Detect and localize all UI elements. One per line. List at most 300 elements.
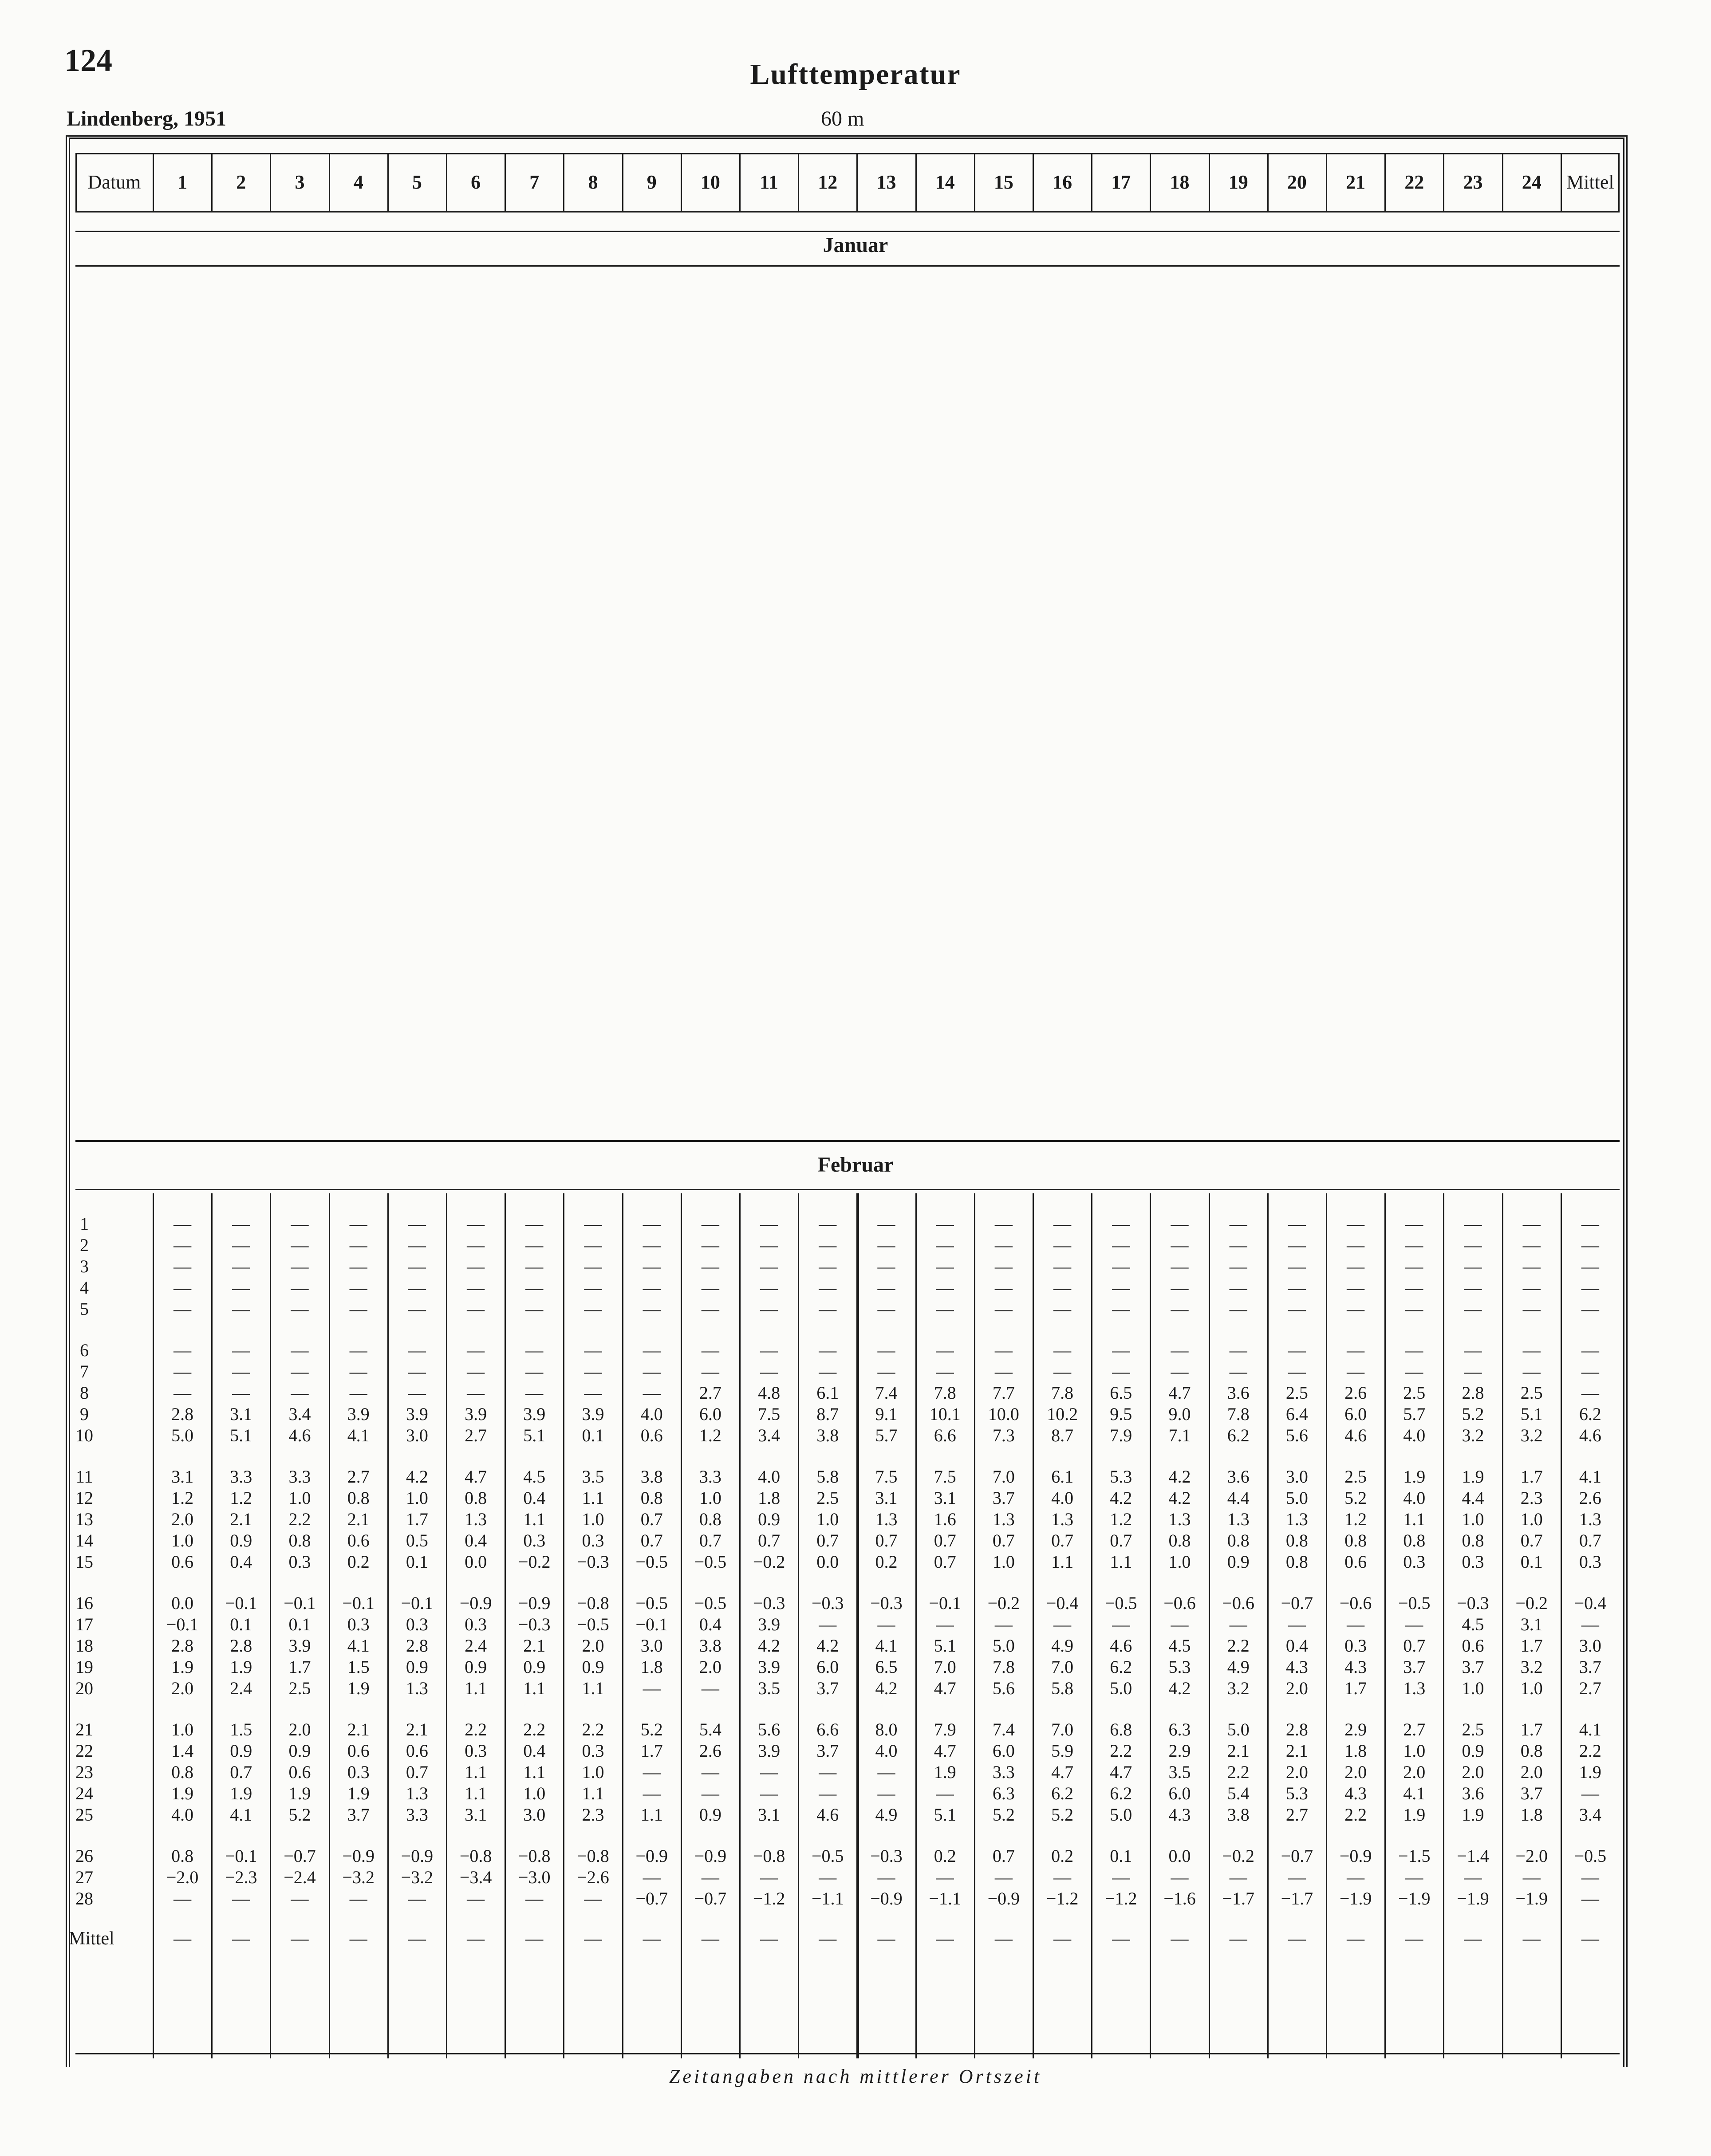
hour-value-cell: −0.2: [518, 1552, 551, 1572]
hour-value-cell: —: [936, 1278, 954, 1298]
hour-value-cell: −0.7: [1281, 1846, 1313, 1866]
hour-value-cell: —: [643, 1783, 661, 1803]
hour-value-cell: 0.7: [992, 1846, 1015, 1866]
hour-value-cell: —: [643, 1256, 661, 1276]
hour-value-cell: 3.6: [1227, 1467, 1250, 1487]
mean-row-cell: —: [819, 1928, 837, 1948]
hour-value-cell: —: [1053, 1340, 1072, 1360]
hour-value-cell: 1.0: [288, 1488, 311, 1508]
header-hour: 19: [1228, 171, 1248, 193]
hour-value-cell: 1.5: [347, 1657, 370, 1677]
hour-value-cell: —: [1053, 1867, 1072, 1887]
hour-value-cell: —: [232, 1214, 250, 1234]
hour-value-cell: —: [467, 1361, 485, 1381]
hour-value-cell: −0.6: [1163, 1593, 1196, 1613]
hour-value-cell: −2.3: [225, 1867, 257, 1887]
hour-value-cell: —: [701, 1762, 719, 1782]
header-bottom-line: [75, 211, 1620, 212]
hour-value-cell: 7.4: [992, 1719, 1015, 1739]
hour-value-cell: —: [1464, 1299, 1482, 1319]
hour-value-cell: —: [1522, 1214, 1541, 1234]
hour-value-cell: —: [173, 1361, 192, 1381]
hour-value-cell: 3.2: [1520, 1657, 1543, 1677]
hour-value-cell: 0.4: [523, 1741, 546, 1761]
hour-value-cell: —: [994, 1278, 1013, 1298]
mean-row-cell: —: [1522, 1928, 1541, 1948]
hour-value-cell: 2.5: [816, 1488, 839, 1508]
day-label: 21: [75, 1719, 93, 1739]
hour-value-cell: 1.1: [1051, 1552, 1074, 1572]
hour-value-cell: 4.1: [347, 1636, 370, 1656]
hour-value-cell: 1.9: [171, 1657, 194, 1677]
hour-value-cell: 9.0: [1168, 1404, 1191, 1424]
hour-value-cell: 2.2: [523, 1719, 546, 1739]
hour-value-cell: —: [936, 1340, 954, 1360]
hour-value-cell: 1.9: [347, 1678, 370, 1698]
hour-value-cell: 3.9: [758, 1657, 781, 1677]
hour-value-cell: 2.8: [171, 1404, 194, 1424]
hour-value-cell: 3.0: [1285, 1467, 1308, 1487]
hour-value-cell: 4.7: [1110, 1762, 1132, 1782]
mean-row-cell: —: [994, 1928, 1013, 1948]
februar-title: Februar: [817, 1153, 894, 1176]
hour-value-cell: −0.1: [225, 1846, 257, 1866]
hour-value-cell: −0.9: [518, 1593, 551, 1613]
hour-value-cell: 1.1: [582, 1783, 604, 1803]
hour-value-cell: 3.3: [406, 1805, 428, 1825]
hour-value-cell: −0.5: [694, 1593, 727, 1613]
hour-value-cell: —: [877, 1299, 895, 1319]
hour-value-cell: 5.0: [1285, 1488, 1308, 1508]
hour-value-cell: —: [584, 1361, 602, 1381]
daily-mean-cell: 3.0: [1579, 1636, 1601, 1656]
hour-value-cell: 4.1: [230, 1805, 252, 1825]
hour-value-cell: −1.2: [753, 1888, 785, 1908]
hour-value-cell: —: [1405, 1214, 1423, 1234]
hour-value-cell: 1.1: [523, 1509, 546, 1529]
hour-value-cell: 2.8: [1462, 1383, 1484, 1403]
hour-value-cell: —: [584, 1340, 602, 1360]
hour-value-cell: —: [1288, 1361, 1306, 1381]
hour-value-cell: —: [1229, 1235, 1247, 1255]
header-hour: 18: [1170, 171, 1190, 193]
hour-value-cell: −0.9: [459, 1593, 492, 1613]
hour-value-cell: −0.2: [753, 1552, 785, 1572]
hour-value-cell: 1.0: [1462, 1509, 1484, 1529]
hour-value-cell: —: [1405, 1299, 1423, 1319]
day-label: 2: [80, 1235, 89, 1255]
hour-value-cell: −0.5: [635, 1552, 668, 1572]
hour-value-cell: —: [467, 1340, 485, 1360]
hour-value-cell: 0.8: [1285, 1552, 1308, 1572]
hour-value-cell: 2.2: [1227, 1636, 1250, 1656]
hour-value-cell: —: [584, 1383, 602, 1403]
hour-value-cell: —: [349, 1214, 367, 1234]
hour-value-cell: −0.8: [459, 1846, 492, 1866]
hour-value-cell: —: [701, 1361, 719, 1381]
hour-value-cell: 2.2: [288, 1509, 311, 1529]
hour-value-cell: 1.0: [699, 1488, 721, 1508]
day-label: 27: [75, 1867, 93, 1887]
mean-row-cell: —: [291, 1928, 309, 1948]
hour-value-cell: —: [349, 1888, 367, 1908]
hour-value-cell: —: [1464, 1278, 1482, 1298]
februar-title-rule-bottom: [75, 1189, 1620, 1190]
hour-value-cell: −0.3: [753, 1593, 785, 1613]
day-label: 17: [75, 1614, 93, 1634]
hour-value-cell: −0.7: [694, 1888, 727, 1908]
day-label: 5: [80, 1299, 89, 1319]
hour-value-cell: —: [994, 1614, 1013, 1634]
hour-value-cell: 0.1: [1110, 1846, 1132, 1866]
hour-value-cell: —: [877, 1214, 895, 1234]
daily-mean-cell: —: [1581, 1256, 1599, 1276]
hour-value-cell: —: [1347, 1361, 1365, 1381]
hour-value-cell: —: [819, 1340, 837, 1360]
hour-value-cell: 0.0: [465, 1552, 487, 1572]
hour-value-cell: —: [701, 1783, 719, 1803]
hour-value-cell: 2.0: [699, 1657, 721, 1677]
mean-row-cell: —: [1053, 1928, 1072, 1948]
hour-value-cell: −0.1: [284, 1593, 316, 1613]
hour-value-cell: 1.0: [816, 1509, 839, 1529]
hour-value-cell: −0.7: [1281, 1593, 1313, 1613]
hour-value-cell: —: [173, 1256, 192, 1276]
hour-value-cell: 2.1: [347, 1509, 370, 1529]
hour-value-cell: —: [467, 1235, 485, 1255]
hour-value-cell: —: [701, 1867, 719, 1887]
mean-row-cell: —: [408, 1928, 426, 1948]
hour-value-cell: —: [994, 1299, 1013, 1319]
hour-value-cell: —: [291, 1383, 309, 1403]
hour-value-cell: −2.6: [577, 1867, 609, 1887]
hour-value-cell: 0.6: [288, 1762, 311, 1782]
hour-value-cell: 0.9: [1227, 1552, 1250, 1572]
hour-value-cell: —: [1229, 1214, 1247, 1234]
hour-value-cell: 0.8: [1344, 1530, 1367, 1550]
hour-value-cell: 3.6: [1462, 1783, 1484, 1803]
hour-value-cell: −0.1: [401, 1593, 434, 1613]
hour-value-cell: 7.0: [1051, 1657, 1074, 1677]
hour-value-cell: 0.4: [230, 1552, 252, 1572]
hour-value-cell: 4.1: [875, 1636, 898, 1656]
hour-value-cell: 3.0: [523, 1805, 546, 1825]
hour-value-cell: 0.7: [758, 1530, 781, 1550]
hour-value-cell: 0.3: [347, 1614, 370, 1634]
hour-value-cell: 6.6: [816, 1719, 839, 1739]
hour-value-cell: 1.1: [465, 1762, 487, 1782]
hour-value-cell: 2.0: [1285, 1762, 1308, 1782]
mean-row-cell: —: [643, 1928, 661, 1948]
hour-value-cell: 1.0: [582, 1509, 604, 1529]
hour-value-cell: —: [1405, 1614, 1423, 1634]
table-bottom-rule: [75, 2053, 1620, 2054]
hour-value-cell: −0.1: [225, 1593, 257, 1613]
hour-value-cell: —: [819, 1235, 837, 1255]
hour-value-cell: 0.7: [934, 1552, 956, 1572]
daily-mean-cell: —: [1581, 1214, 1599, 1234]
hour-value-cell: 4.3: [1168, 1805, 1191, 1825]
hour-value-cell: 2.4: [465, 1636, 487, 1656]
hour-value-cell: 1.0: [523, 1783, 546, 1803]
daily-mean-cell: —: [1581, 1299, 1599, 1319]
hour-value-cell: 6.6: [934, 1425, 956, 1445]
hour-value-cell: 6.0: [816, 1657, 839, 1677]
hour-value-cell: 5.6: [992, 1678, 1015, 1698]
hour-value-cell: 2.0: [1403, 1762, 1426, 1782]
hour-value-cell: —: [760, 1299, 778, 1319]
hour-value-cell: 7.7: [992, 1383, 1015, 1403]
hour-value-cell: —: [877, 1867, 895, 1887]
hour-value-cell: 0.8: [1462, 1530, 1484, 1550]
hour-value-cell: 5.1: [1520, 1404, 1543, 1424]
hour-value-cell: 1.9: [934, 1762, 956, 1782]
hour-value-cell: 0.6: [1344, 1552, 1367, 1572]
hour-value-cell: 1.0: [171, 1530, 194, 1550]
hour-value-cell: 6.0: [992, 1741, 1015, 1761]
hour-value-cell: 5.0: [992, 1636, 1015, 1656]
hour-value-cell: —: [408, 1299, 426, 1319]
hour-value-cell: 1.9: [230, 1657, 252, 1677]
mean-row-cell: —: [936, 1928, 954, 1948]
hour-value-cell: 3.9: [758, 1741, 781, 1761]
hour-value-cell: —: [1464, 1361, 1482, 1381]
hour-value-cell: 8.0: [875, 1719, 898, 1739]
hour-value-cell: —: [1522, 1278, 1541, 1298]
hour-value-cell: —: [1053, 1361, 1072, 1381]
hour-value-cell: 3.0: [640, 1636, 663, 1656]
hour-value-cell: —: [936, 1299, 954, 1319]
hour-value-cell: 2.3: [1520, 1488, 1543, 1508]
hour-value-cell: −3.4: [459, 1867, 492, 1887]
hour-value-cell: 1.2: [230, 1488, 252, 1508]
hour-value-cell: —: [1347, 1214, 1365, 1234]
hour-value-cell: −0.4: [1046, 1593, 1079, 1613]
hour-value-cell: —: [525, 1235, 544, 1255]
header-hour: 10: [700, 171, 720, 193]
hour-value-cell: —: [525, 1278, 544, 1298]
hour-value-cell: 3.7: [1462, 1657, 1484, 1677]
daily-mean-cell: —: [1581, 1614, 1599, 1634]
hour-value-cell: 4.8: [758, 1383, 781, 1403]
hour-value-cell: —: [1171, 1235, 1189, 1255]
hour-value-cell: 4.5: [1462, 1614, 1484, 1634]
hour-value-cell: −0.3: [870, 1846, 903, 1866]
day-label: 12: [75, 1488, 93, 1508]
hour-value-cell: —: [1229, 1340, 1247, 1360]
hour-value-cell: −1.2: [1046, 1888, 1079, 1908]
hour-value-cell: —: [1464, 1256, 1482, 1276]
mean-row-cell: —: [1464, 1928, 1482, 1948]
hour-value-cell: —: [936, 1361, 954, 1381]
hour-value-cell: 0.3: [582, 1741, 604, 1761]
hour-value-cell: 0.9: [523, 1657, 546, 1677]
hour-value-cell: 2.0: [582, 1636, 604, 1656]
hour-value-cell: 0.8: [640, 1488, 663, 1508]
header-hour: 11: [760, 171, 778, 193]
hour-value-cell: —: [1171, 1867, 1189, 1887]
hour-value-cell: —: [1347, 1256, 1365, 1276]
page-title: Lufttemperatur: [750, 58, 961, 90]
hour-value-cell: −3.2: [401, 1867, 434, 1887]
hour-value-cell: —: [291, 1299, 309, 1319]
hour-value-cell: 7.0: [1051, 1719, 1074, 1739]
hour-value-cell: —: [760, 1762, 778, 1782]
hour-value-cell: 4.7: [465, 1467, 487, 1487]
hour-value-cell: —: [1522, 1235, 1541, 1255]
mean-row-cell: —: [1405, 1928, 1423, 1948]
hour-value-cell: —: [525, 1340, 544, 1360]
hour-value-cell: 5.2: [1051, 1805, 1074, 1825]
header-hour: 21: [1346, 171, 1366, 193]
mean-row-cell: —: [701, 1928, 719, 1948]
hour-value-cell: 4.2: [1168, 1678, 1191, 1698]
hour-value-cell: —: [1405, 1278, 1423, 1298]
hour-value-cell: —: [1229, 1614, 1247, 1634]
day-label: 9: [80, 1404, 89, 1424]
hour-value-cell: 2.5: [1285, 1383, 1308, 1403]
hour-value-cell: —: [994, 1340, 1013, 1360]
hour-value-cell: 4.7: [1168, 1383, 1191, 1403]
mean-row-cell: —: [584, 1928, 602, 1948]
hour-value-cell: 3.2: [1520, 1425, 1543, 1445]
hour-value-cell: 5.0: [171, 1425, 194, 1445]
hour-value-cell: 4.2: [1110, 1488, 1132, 1508]
hour-value-cell: 5.1: [230, 1425, 252, 1445]
hour-value-cell: 1.7: [1344, 1678, 1367, 1698]
hour-value-cell: —: [173, 1888, 192, 1908]
hour-value-cell: 5.1: [934, 1805, 956, 1825]
hour-value-cell: —: [584, 1256, 602, 1276]
hour-value-cell: —: [760, 1278, 778, 1298]
hour-value-cell: —: [819, 1762, 837, 1782]
hour-value-cell: 1.8: [1520, 1805, 1543, 1825]
hour-value-cell: 6.2: [1051, 1783, 1074, 1803]
hour-value-cell: 3.5: [1168, 1762, 1191, 1782]
hour-value-cell: −0.3: [518, 1614, 551, 1634]
hour-value-cell: —: [701, 1278, 719, 1298]
hour-value-cell: —: [1112, 1867, 1130, 1887]
hour-value-cell: 0.8: [1285, 1530, 1308, 1550]
hour-value-cell: 6.5: [1110, 1383, 1132, 1403]
hour-value-cell: —: [1347, 1614, 1365, 1634]
daily-mean-cell: —: [1581, 1278, 1599, 1298]
hour-value-cell: 2.8: [171, 1636, 194, 1656]
hour-value-cell: 1.0: [1520, 1509, 1543, 1529]
day-label: 14: [75, 1530, 93, 1550]
hour-value-cell: 5.2: [1344, 1488, 1367, 1508]
hour-value-cell: —: [877, 1361, 895, 1381]
hour-value-cell: 0.6: [406, 1741, 428, 1761]
hour-value-cell: 1.9: [288, 1783, 311, 1803]
hour-value-cell: 1.7: [1520, 1467, 1543, 1487]
hour-value-cell: 7.5: [875, 1467, 898, 1487]
hour-value-cell: —: [525, 1299, 544, 1319]
hour-value-cell: −0.8: [577, 1846, 609, 1866]
mean-row-cell: —: [1581, 1928, 1599, 1948]
hour-value-cell: 0.8: [465, 1488, 487, 1508]
hour-value-cell: −0.6: [1339, 1593, 1372, 1613]
hour-value-cell: 0.7: [1051, 1530, 1074, 1550]
hour-value-cell: —: [1347, 1299, 1365, 1319]
hour-value-cell: —: [1112, 1299, 1130, 1319]
hour-value-cell: —: [232, 1361, 250, 1381]
hour-value-cell: 5.3: [1110, 1467, 1132, 1487]
hour-value-cell: —: [701, 1340, 719, 1360]
hour-value-cell: 0.9: [230, 1530, 252, 1550]
hour-value-cell: 10.1: [929, 1404, 961, 1424]
hour-value-cell: −0.5: [1398, 1593, 1431, 1613]
day-label: 26: [75, 1846, 93, 1866]
mean-row-cell: —: [232, 1928, 250, 1948]
hour-value-cell: −0.3: [1457, 1593, 1489, 1613]
hour-value-cell: —: [408, 1278, 426, 1298]
hour-value-cell: 0.4: [1285, 1636, 1308, 1656]
hour-value-cell: —: [1464, 1235, 1482, 1255]
day-label: 24: [75, 1783, 93, 1803]
hour-value-cell: —: [994, 1214, 1013, 1234]
hour-value-cell: —: [584, 1299, 602, 1319]
daily-mean-cell: —: [1581, 1235, 1599, 1255]
hour-value-cell: —: [1405, 1361, 1423, 1381]
hour-value-cell: —: [291, 1235, 309, 1255]
hour-value-cell: 7.8: [934, 1383, 956, 1403]
hour-value-cell: 3.3: [288, 1467, 311, 1487]
hour-value-cell: 5.3: [1168, 1657, 1191, 1677]
daily-mean-cell: 2.6: [1579, 1488, 1601, 1508]
hour-value-cell: —: [760, 1361, 778, 1381]
hour-value-cell: 4.6: [816, 1805, 839, 1825]
hour-value-cell: —: [701, 1235, 719, 1255]
hour-value-cell: 0.3: [582, 1530, 604, 1550]
hour-value-cell: 3.9: [758, 1614, 781, 1634]
hour-value-cell: 4.0: [171, 1805, 194, 1825]
hour-value-cell: 2.7: [699, 1383, 721, 1403]
hour-value-cell: —: [349, 1299, 367, 1319]
hour-value-cell: 1.2: [171, 1488, 194, 1508]
hour-value-cell: —: [1405, 1340, 1423, 1360]
hour-value-cell: 7.9: [1110, 1425, 1132, 1445]
hour-value-cell: 2.0: [1462, 1762, 1484, 1782]
hour-value-cell: —: [819, 1614, 837, 1634]
hour-value-cell: —: [1464, 1214, 1482, 1234]
hour-value-cell: 1.3: [1168, 1509, 1191, 1529]
hour-value-cell: —: [936, 1256, 954, 1276]
hour-value-cell: 1.7: [640, 1741, 663, 1761]
hour-value-cell: —: [232, 1888, 250, 1908]
hour-value-cell: —: [1288, 1299, 1306, 1319]
hour-value-cell: —: [936, 1235, 954, 1255]
hour-value-cell: 0.2: [1051, 1846, 1074, 1866]
hour-value-cell: 4.7: [934, 1741, 956, 1761]
mean-row-cell: —: [525, 1928, 544, 1948]
hour-value-cell: 3.9: [582, 1404, 604, 1424]
hour-value-cell: 2.5: [1462, 1719, 1484, 1739]
hour-value-cell: 3.9: [406, 1404, 428, 1424]
hour-value-cell: 7.3: [992, 1425, 1015, 1445]
hour-value-cell: —: [349, 1340, 367, 1360]
hour-value-cell: 1.3: [1403, 1678, 1426, 1698]
daily-mean-cell: −0.4: [1574, 1593, 1607, 1613]
hour-value-cell: 0.7: [640, 1530, 663, 1550]
day-label: 11: [75, 1467, 93, 1487]
hour-value-cell: 4.6: [288, 1425, 311, 1445]
mean-row-cell: —: [349, 1928, 367, 1948]
hour-value-cell: —: [525, 1361, 544, 1381]
hour-value-cell: —: [1522, 1361, 1541, 1381]
hour-value-cell: 4.0: [758, 1467, 781, 1487]
hour-value-cell: —: [877, 1783, 895, 1803]
